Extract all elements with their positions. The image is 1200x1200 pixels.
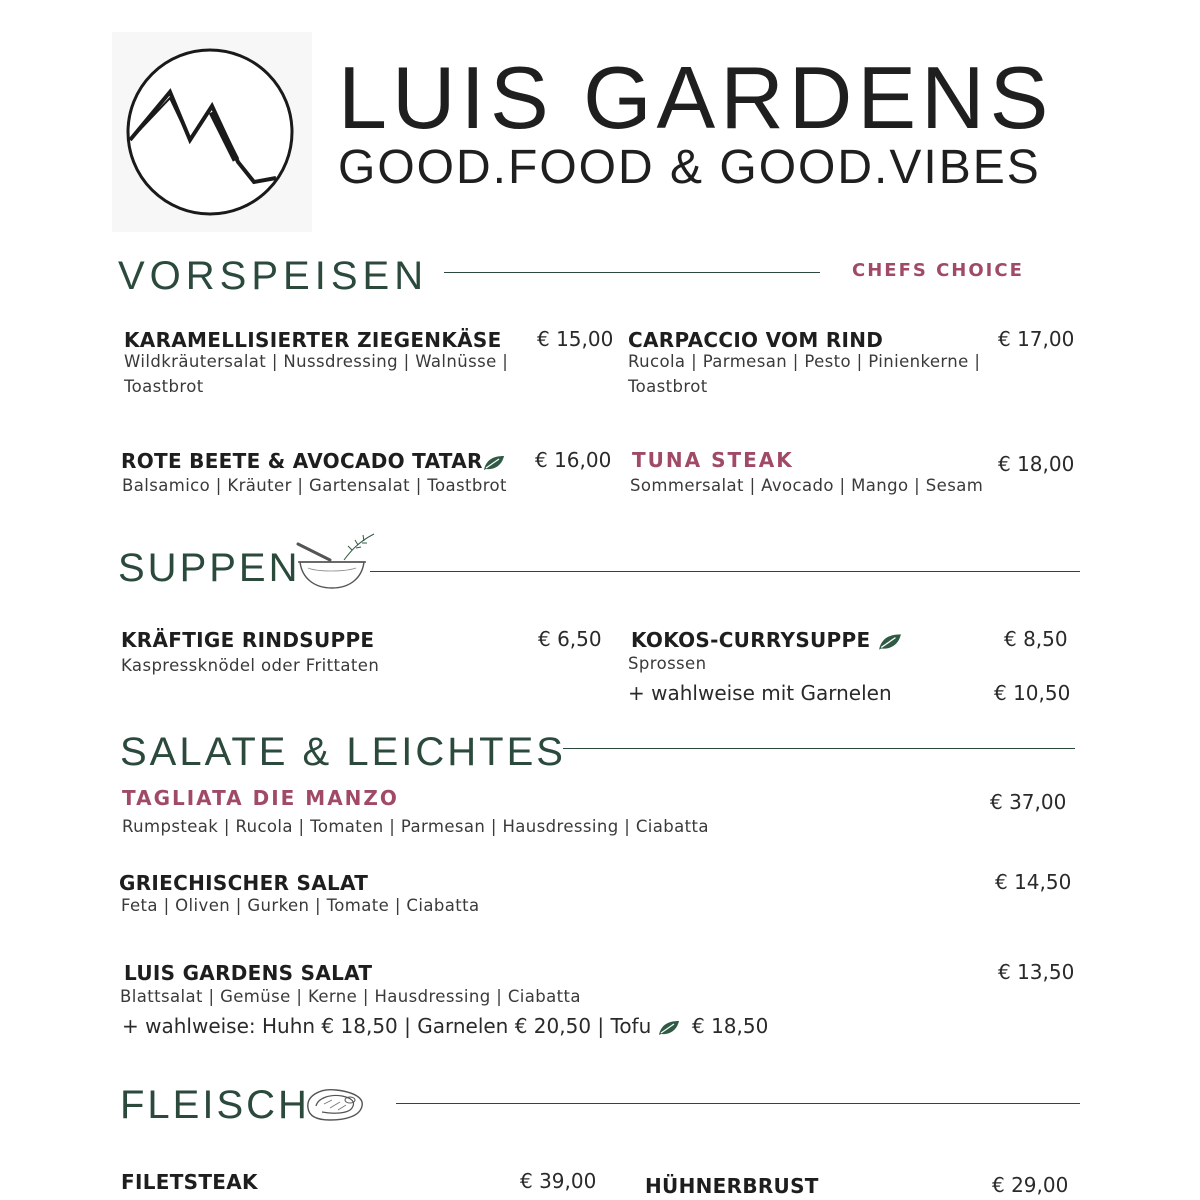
item-name: FILETSTEAK: [121, 1170, 258, 1194]
item-description: Blattsalat | Gemüse | Kerne | Hausdressing | Ciabatta: [120, 987, 581, 1006]
mountain-logo-icon: [112, 32, 312, 232]
item-description: Toastbrot: [124, 377, 204, 396]
item-description: Sprossen: [628, 654, 707, 673]
item-name: HÜHNERBRUST: [645, 1174, 819, 1198]
item-name: LUIS GARDENS SALAT: [124, 961, 373, 985]
item-price: € 8,50: [1004, 627, 1068, 651]
item-description: Rucola | Parmesan | Pesto | Pinienkerne |: [628, 352, 981, 371]
item-extra-option: + wahlweise: Huhn € 18,50 | Garnelen € 20,50 | Tofu: [122, 1014, 652, 1038]
logo: [112, 32, 312, 232]
item-description: Sommersalat | Avocado | Mango | Sesam: [630, 476, 984, 495]
item-name-with-leaf: [631, 630, 902, 651]
item-description: Kaspressknödel oder Frittaten: [121, 656, 380, 675]
item-price: € 18,00: [998, 452, 1075, 476]
item-name: CARPACCIO VOM RIND: [628, 328, 884, 352]
item-price: € 15,00: [537, 327, 614, 351]
item-price: € 39,00: [520, 1169, 597, 1193]
item-extra-price: € 10,50: [994, 681, 1071, 705]
item-description: Toastbrot: [628, 377, 708, 396]
item-name: KRÄFTIGE RINDSUPPE: [121, 628, 375, 652]
section-divider: [563, 748, 1075, 749]
brand-name: LUIS GARDENS: [338, 48, 1054, 147]
section-title-suppen: SUPPEN: [118, 546, 301, 590]
item-extra-options: [122, 1016, 768, 1036]
item-price: € 6,50: [538, 627, 602, 651]
section-title-fleisch: FLEISCH: [120, 1083, 310, 1127]
item-price: € 16,00: [535, 448, 612, 472]
item-price: € 37,00: [990, 790, 1067, 814]
item-price: € 14,50: [995, 870, 1072, 894]
brand-tagline: GOOD.FOOD & GOOD.VIBES: [338, 141, 1041, 194]
steak-icon: [302, 1084, 368, 1128]
item-description: Wildkräutersalat | Nussdressing | Walnüsse |: [124, 352, 509, 371]
section-divider: [396, 1103, 1080, 1104]
section-divider: [370, 571, 1080, 572]
mortar-herb-icon: [294, 532, 378, 596]
item-description: Feta | Oliven | Gurken | Tomate | Ciabatta: [121, 896, 480, 915]
item-name-featured: TAGLIATA DIE MANZO: [122, 786, 399, 810]
item-extra-option: + wahlweise mit Garnelen: [628, 681, 892, 705]
item-name: ROTE BEETE & AVOCADO TATAR: [121, 449, 483, 473]
item-name-with-leaf: [121, 451, 505, 471]
item-name: KOKOS-CURRYSUPPE: [631, 628, 871, 652]
item-name: KARAMELLISIERTER ZIEGENKÄSE: [124, 328, 502, 352]
item-price: € 29,00: [992, 1173, 1069, 1197]
item-name: GRIECHISCHER SALAT: [119, 871, 369, 895]
item-name-featured: TUNA STEAK: [632, 448, 794, 472]
section-title-salate: SALATE & LEICHTES: [120, 730, 566, 774]
item-description: Balsamico | Kräuter | Gartensalat | Toastbrot: [122, 476, 507, 495]
section-title-vorspeisen: VORSPEISEN: [118, 254, 429, 298]
leaf-icon: [483, 455, 505, 471]
item-extra-price: € 18,50: [692, 1014, 769, 1038]
leaf-icon: [658, 1020, 680, 1036]
item-price: € 13,50: [998, 960, 1075, 984]
chefs-choice-badge: CHEFS CHOICE: [852, 260, 1024, 281]
item-price: € 17,00: [998, 327, 1075, 351]
item-description: Rumpsteak | Rucola | Tomaten | Parmesan | Hausdressing | Ciabatta: [122, 817, 709, 836]
section-divider: [444, 272, 820, 273]
leaf-icon: [878, 633, 902, 651]
